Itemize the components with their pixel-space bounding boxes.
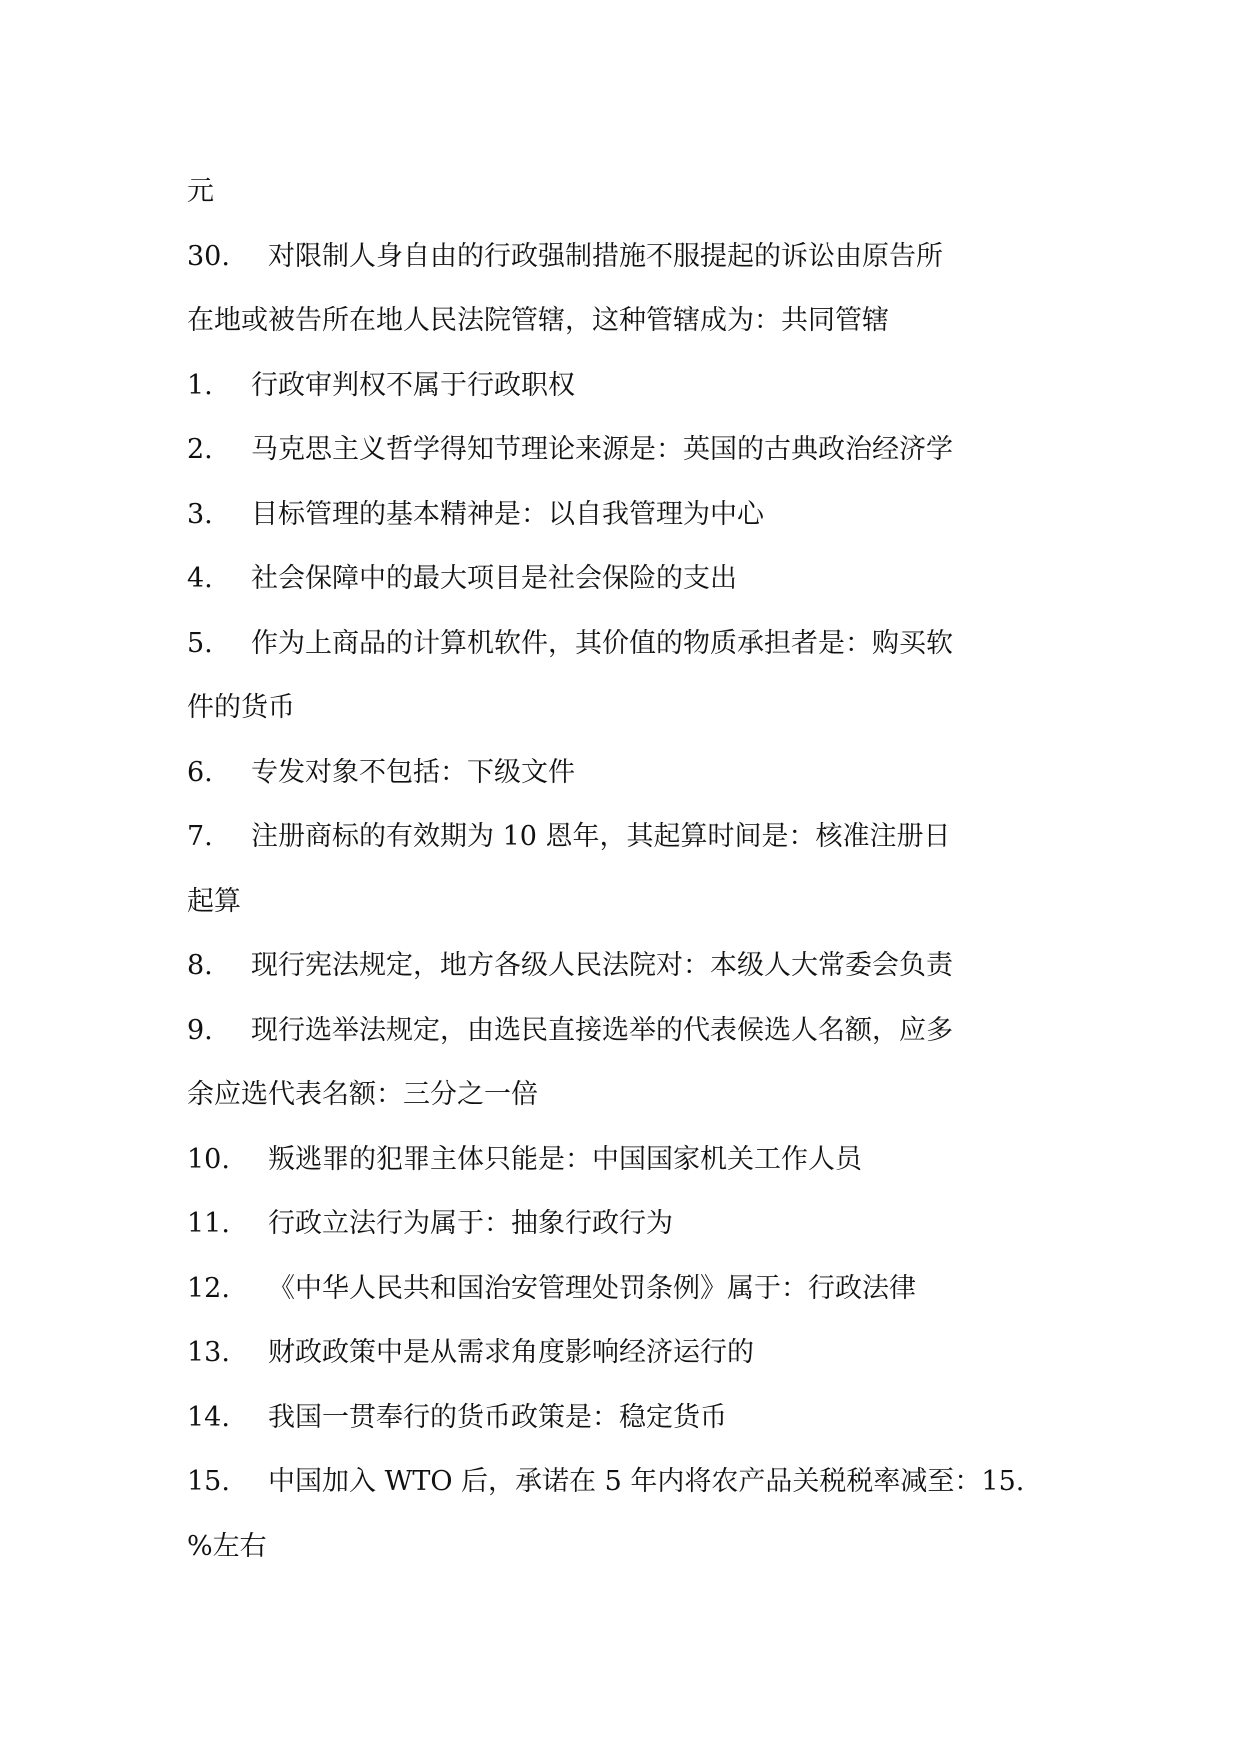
item-number: 5.	[187, 627, 213, 659]
item-number: 12.	[187, 1272, 230, 1304]
item-number: 15.	[187, 1466, 230, 1497]
list-item	[187, 354, 1067, 419]
item-text: 《中华人民共和国治安管理处罚条例》属于：行政法律	[268, 1272, 916, 1304]
list-item	[187, 1450, 1067, 1515]
item-text: 马克思主义哲学得知节理论来源是：英国的古典政治经济学	[251, 434, 953, 465]
list-item	[187, 805, 1067, 870]
item-text: 作为上商品的计算机软件，其价值的物质承担者是：购买软	[251, 627, 953, 659]
list-item	[187, 1128, 1067, 1193]
line-text: %左右	[187, 1530, 267, 1562]
item-number: 30.	[187, 240, 230, 272]
list-item	[187, 225, 1067, 290]
item-number: 9.	[187, 1014, 213, 1046]
item-number: 14.	[187, 1401, 230, 1433]
item-number: 6.	[187, 756, 213, 788]
line-text: 在地或被告所在地人民法院管辖，这种管辖成为：共同管辖	[187, 305, 889, 336]
item-text: 叛逃罪的犯罪主体只能是：中国国家机关工作人员	[268, 1143, 862, 1175]
item-text: 中国加入 WTO 后，承诺在 5 年内将农产品关税税率减至：15.	[268, 1466, 1025, 1497]
item-text: 对限制人身自由的行政强制措施不服提起的诉讼由原告所	[268, 240, 943, 272]
item-text: 财政政策中是从需求角度影响经济运行的	[268, 1337, 754, 1368]
item-text: 目标管理的基本精神是：以自我管理为中心	[251, 498, 764, 530]
text-line	[187, 1515, 1067, 1580]
list-item	[187, 612, 1067, 677]
item-number: 13.	[187, 1337, 230, 1368]
list-item	[187, 934, 1067, 999]
text-line	[187, 870, 1067, 935]
item-number: 2.	[187, 434, 213, 465]
line-text: 件的货币	[187, 692, 295, 723]
text-line	[187, 289, 1067, 354]
item-text: 现行选举法规定，由选民直接选举的代表候选人名额，应多	[251, 1014, 953, 1046]
text-line	[187, 1063, 1067, 1128]
list-item	[187, 547, 1067, 612]
item-number: 10.	[187, 1143, 230, 1175]
list-item	[187, 483, 1067, 548]
list-item	[187, 418, 1067, 483]
item-number: 1.	[187, 369, 213, 401]
item-text: 行政审判权不属于行政职权	[251, 369, 575, 401]
document-body	[187, 160, 1067, 1579]
item-text: 社会保障中的最大项目是社会保险的支出	[251, 563, 737, 594]
item-number: 11.	[187, 1208, 230, 1239]
item-number: 7.	[187, 821, 213, 852]
text-line	[187, 160, 1067, 225]
list-item	[187, 1192, 1067, 1257]
item-text: 注册商标的有效期为 10 恩年，其起算时间是：核准注册日	[251, 821, 951, 852]
item-number: 3.	[187, 498, 213, 530]
list-item	[187, 741, 1067, 806]
item-number: 8.	[187, 950, 213, 981]
line-text: 元	[187, 176, 214, 207]
item-text: 现行宪法规定，地方各级人民法院对：本级人大常委会负责	[251, 950, 953, 981]
list-item	[187, 1386, 1067, 1451]
item-text: 我国一贯奉行的货币政策是：稳定货币	[268, 1401, 727, 1433]
list-item	[187, 1257, 1067, 1322]
list-item	[187, 999, 1067, 1064]
item-number: 4.	[187, 563, 213, 594]
item-text: 专发对象不包括：下级文件	[251, 756, 575, 788]
item-text: 行政立法行为属于：抽象行政行为	[268, 1208, 673, 1239]
line-text: 起算	[187, 885, 241, 917]
list-item	[187, 1321, 1067, 1386]
text-line	[187, 676, 1067, 741]
line-text: 余应选代表名额：三分之一倍	[187, 1079, 538, 1110]
